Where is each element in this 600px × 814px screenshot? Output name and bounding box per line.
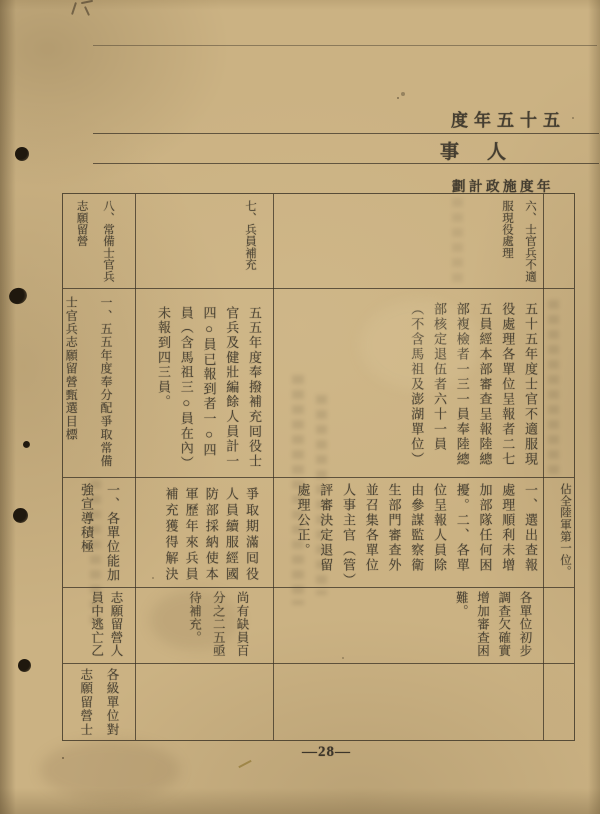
- header-rule-top: [93, 45, 597, 46]
- cell-item8-row2: 一、五五年度奉分配爭取常備士官兵志願留營甄選目標: [64, 296, 113, 468]
- pencil-mark: [81, 0, 93, 4]
- header-item6: 六、士官兵不適服現役處理: [501, 200, 536, 282]
- cell-item8-row5: 各級單位對志願留營士: [78, 668, 119, 737]
- table-line: [543, 194, 544, 740]
- subsection-title: 年度施政計劃: [452, 179, 554, 194]
- stain: [150, 590, 240, 650]
- year-title: 五十五年度: [451, 111, 566, 130]
- page-number: —28—: [302, 744, 351, 760]
- cell-prev-item-row3: 佔全陸軍第一位。: [559, 483, 571, 578]
- punch-hole: [13, 508, 28, 523]
- cell-item6-row4: 各單位初步調查欠確實增加審查困難。: [454, 591, 532, 658]
- table-line: [63, 663, 574, 664]
- cell-item6-row2: 五十五年度士官不適服現役處理各單位呈報者二七五員經本部審查呈報陸總部複檢者一三一員奉陸總部核定退伍者六十一員（不含馬祖及澎湖單位）: [409, 302, 538, 467]
- scratch-mark: [238, 760, 251, 768]
- header-item7: 七、兵員補充: [244, 200, 256, 271]
- punch-hole: [18, 659, 31, 672]
- ink-bleed: [452, 198, 463, 283]
- punch-hole: [7, 286, 29, 307]
- stain: [360, 300, 480, 390]
- cell-item7-row4: 尚有缺員百分之二五亟待補充。: [187, 591, 249, 658]
- pencil-mark: [84, 6, 90, 16]
- header-item8: 八、常備士官兵志願留營: [75, 200, 114, 282]
- ink-bleed: [292, 375, 304, 605]
- pencil-mark: [71, 2, 77, 15]
- ink-bleed: [548, 300, 559, 475]
- cell-item6-row3: 一、選出查報處理順利未增加部隊任何困擾。二、各單位呈報人員除由參謀監察衛生部門審查外並召集各單位人事主官（管）評審決定退留處理公正。: [295, 483, 538, 582]
- ink-bleed: [316, 395, 327, 595]
- ink-bleed: [90, 480, 101, 630]
- cell-item7-row2: 五五年度奉撥補充囘役士官兵及健壯編餘人員計一四○員已報到者一○四員（含馬祖三○員在內）未報到四三員。: [156, 306, 262, 471]
- section-title: 人事: [439, 142, 534, 163]
- paper-speckles: [62, 757, 64, 759]
- stain: [40, 740, 180, 800]
- cell-item8-row4: 志願留營人員中逃亡乙: [89, 591, 123, 658]
- cell-item8-row3: 一、各單位能加強宣導積極: [79, 483, 120, 583]
- punch-hole: [23, 441, 30, 448]
- header-rule-mid: [93, 133, 599, 134]
- cell-item7-row3: 爭取期滿囘役人員續服經國防部採納使本軍歷年來兵員補充獲得解決: [163, 487, 259, 583]
- punch-hole: [15, 147, 29, 161]
